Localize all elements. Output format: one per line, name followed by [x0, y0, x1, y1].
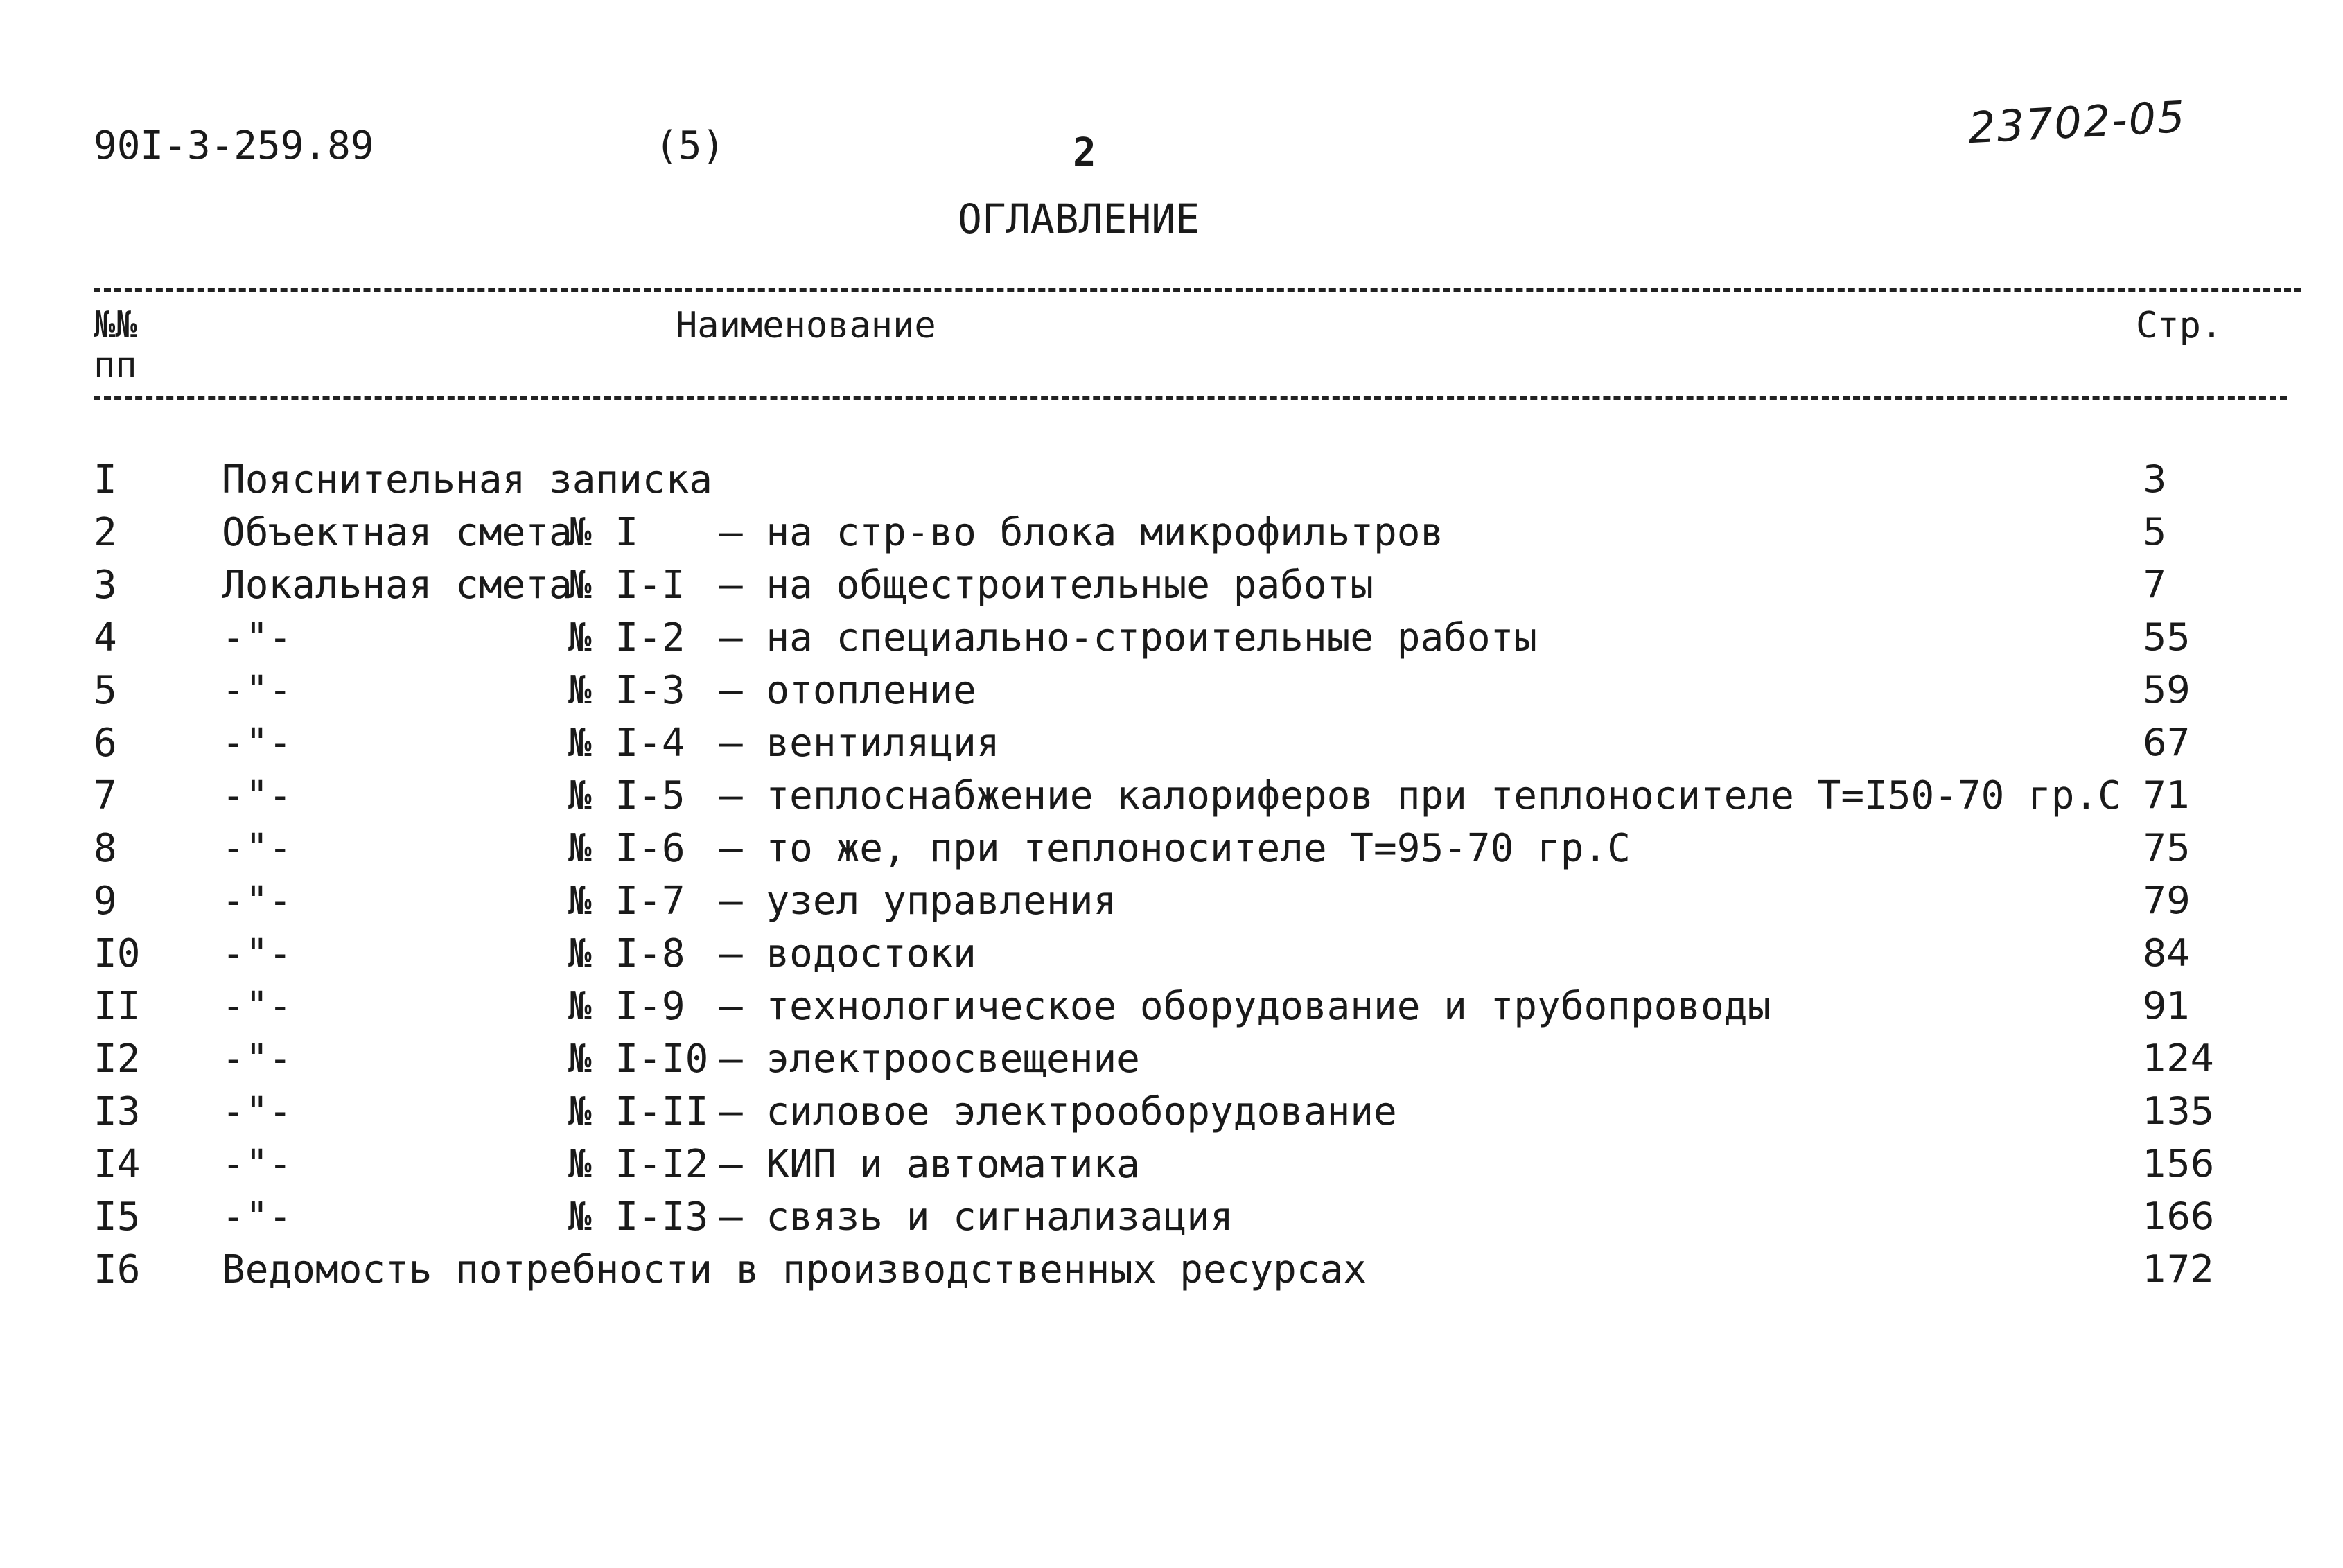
table-row [0, 984, 2343, 1037]
row-page: 172 [2143, 1247, 2215, 1291]
row-page: 91 [2143, 984, 2191, 1028]
table-row [0, 1089, 2343, 1142]
column-header-number: №№ пп [94, 304, 137, 386]
row-number: 2 [94, 510, 117, 555]
row-estimate-type: -"- [222, 984, 292, 1029]
row-estimate-number: № I-5 [568, 773, 685, 818]
table-row [0, 563, 2343, 615]
row-page: 71 [2143, 773, 2191, 817]
row-description: – вентиляция [719, 721, 1000, 766]
row-page: 84 [2143, 931, 2191, 975]
row-estimate-number: № I-2 [568, 615, 685, 660]
table-row [0, 1142, 2343, 1195]
handwritten-stamp: 23702-05 [1967, 91, 2188, 154]
row-description: – узел управления [719, 879, 1117, 924]
row-page: 135 [2143, 1089, 2215, 1133]
page-number: 2 [1073, 130, 1096, 175]
table-row [0, 721, 2343, 773]
row-number: I5 [94, 1195, 141, 1240]
row-estimate-number: № I-II [568, 1089, 709, 1134]
table-row [0, 457, 2343, 510]
row-page: 5 [2143, 510, 2167, 554]
table-row [0, 826, 2343, 879]
row-description: – на стр-во блока микрофильтров [719, 510, 1444, 555]
row-estimate-type: -"- [222, 1195, 292, 1240]
row-number: 4 [94, 615, 117, 660]
sheet-marker: (5) [655, 123, 726, 168]
row-title: Пояснительная записка [222, 457, 713, 502]
row-number: I0 [94, 931, 141, 976]
row-page: 67 [2143, 721, 2191, 764]
table-row [0, 773, 2343, 826]
row-estimate-type: Локальная смета [222, 563, 572, 608]
row-number: I2 [94, 1037, 141, 1082]
row-estimate-type: Объектная смета [222, 510, 572, 555]
row-title: Ведомость потребности в производственных ресурсах [222, 1247, 1367, 1292]
row-description: – на специально-строительные работы [719, 615, 1538, 660]
row-description: – на общестроительные работы [719, 563, 1374, 608]
row-number: I4 [94, 1142, 141, 1187]
table-row [0, 1247, 2343, 1300]
row-page: 166 [2143, 1195, 2215, 1238]
row-page: 59 [2143, 668, 2191, 712]
row-estimate-number: № I-I0 [568, 1037, 709, 1082]
row-number: I3 [94, 1089, 141, 1134]
column-header-page: Стр. [2136, 305, 2223, 346]
row-estimate-number: № I-7 [568, 879, 685, 924]
table-row [0, 931, 2343, 984]
header-bottom-divider [94, 396, 2287, 400]
row-estimate-type: -"- [222, 773, 292, 818]
row-number: II [94, 984, 141, 1029]
table-row [0, 1037, 2343, 1089]
row-description: – технологическое оборудование и трубопроводы [719, 984, 1771, 1029]
row-estimate-type: -"- [222, 1142, 292, 1187]
row-number: I6 [94, 1247, 141, 1292]
row-description: – теплоснабжение калориферов при теплоносителе Т=I50-70 гр.С [719, 773, 2121, 818]
row-page: 75 [2143, 826, 2191, 870]
row-number: I [94, 457, 117, 502]
row-number: 9 [94, 879, 117, 924]
row-description: – электроосвещение [719, 1037, 1140, 1082]
row-page: 3 [2143, 457, 2167, 501]
row-description: – то же, при теплоносителе Т=95-70 гр.С [719, 826, 1631, 871]
row-estimate-number: № I-3 [568, 668, 685, 713]
row-estimate-number: № I-8 [568, 931, 685, 976]
row-page: 55 [2143, 615, 2191, 659]
row-number: 7 [94, 773, 117, 818]
row-page: 79 [2143, 879, 2191, 922]
row-estimate-number: № I-9 [568, 984, 685, 1029]
row-estimate-number: № I-I2 [568, 1142, 709, 1187]
row-estimate-type: -"- [222, 826, 292, 871]
row-number: 5 [94, 668, 117, 713]
row-estimate-number: № I-I [568, 563, 685, 608]
row-estimate-type: -"- [222, 721, 292, 766]
document-code: 90I-3-259.89 [94, 123, 374, 168]
row-description: – КИП и автоматика [719, 1142, 1140, 1187]
row-estimate-type: -"- [222, 931, 292, 976]
row-number: 8 [94, 826, 117, 871]
row-estimate-number: № I-4 [568, 721, 685, 766]
row-estimate-type: -"- [222, 668, 292, 713]
table-row [0, 668, 2343, 721]
row-estimate-type: -"- [222, 1089, 292, 1134]
header-top-divider [94, 288, 2301, 292]
row-number: 3 [94, 563, 117, 608]
row-description: – силовое электрооборудование [719, 1089, 1397, 1134]
row-estimate-number: № I-6 [568, 826, 685, 871]
row-description: – отопление [719, 668, 976, 713]
row-description: – водостоки [719, 931, 976, 976]
row-page: 156 [2143, 1142, 2215, 1186]
row-number: 6 [94, 721, 117, 766]
table-row [0, 1195, 2343, 1247]
row-estimate-type: -"- [222, 879, 292, 924]
row-page: 7 [2143, 563, 2167, 606]
row-page: 124 [2143, 1037, 2215, 1080]
table-row [0, 510, 2343, 563]
row-estimate-type: -"- [222, 1037, 292, 1082]
table-row [0, 615, 2343, 668]
page-title: ОГЛАВЛЕНИЕ [958, 195, 1200, 243]
column-header-name: Наименование [676, 305, 936, 346]
row-estimate-number: № I [568, 510, 639, 555]
table-row [0, 879, 2343, 931]
row-estimate-type: -"- [222, 615, 292, 660]
contents-table [0, 457, 2343, 1300]
row-estimate-number: № I-I3 [568, 1195, 709, 1240]
row-description: – связь и сигнализация [719, 1195, 1234, 1240]
